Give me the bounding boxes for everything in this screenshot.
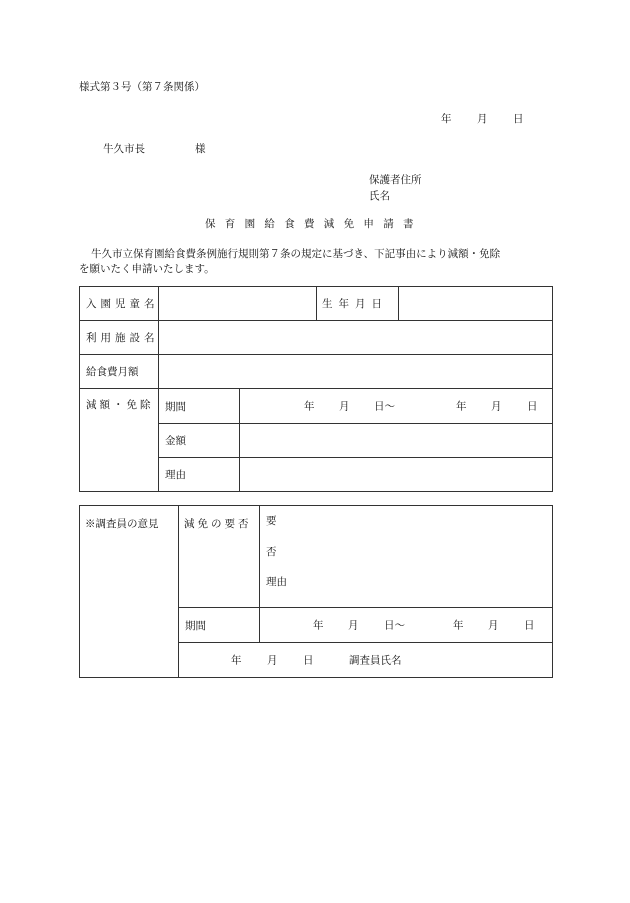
investigator-table xyxy=(79,505,553,678)
document-title: 保育園給食費減免申請書 xyxy=(205,218,423,230)
child-name-field[interactable] xyxy=(159,287,317,321)
date-day: 日 xyxy=(513,113,524,125)
necessity-options xyxy=(260,506,553,608)
monthly-fee-field[interactable] xyxy=(159,355,553,389)
signature-row[interactable]: 年 月 日 調査員氏名 xyxy=(179,643,553,678)
period-label: 期間 xyxy=(159,389,240,424)
period-field[interactable]: 年 月 日～ 年 月 日 xyxy=(240,389,553,424)
body-text-line2: を願いたく申請いたします。 xyxy=(79,263,215,275)
option-reason[interactable]: 理由 xyxy=(266,576,287,588)
table-row xyxy=(80,287,553,321)
birth-date-label: 生年月日 xyxy=(317,287,399,321)
reduction-label: 減額・免除 xyxy=(80,389,159,492)
amount-label: 金額 xyxy=(159,424,240,458)
period-field-2[interactable]: 年 月 日～ 年 月 日 xyxy=(260,608,553,643)
reason-field[interactable] xyxy=(240,458,553,492)
option-required[interactable]: 要 xyxy=(266,515,277,527)
table-row xyxy=(80,389,553,424)
date-year: 年 xyxy=(441,113,452,125)
facility-field[interactable] xyxy=(159,321,553,355)
addressee-honorific: 様 xyxy=(195,143,206,155)
monthly-fee-label: 給食費月額 xyxy=(80,355,159,389)
applicant-name-label: 氏名 xyxy=(369,190,390,202)
amount-field[interactable] xyxy=(240,424,553,458)
table-row xyxy=(80,355,553,389)
facility-label: 利用施設名 xyxy=(80,321,159,355)
child-name-label: 入園児童名 xyxy=(80,287,159,321)
application-table xyxy=(79,286,553,492)
reason-label: 理由 xyxy=(159,458,240,492)
applicant-address-label: 保護者住所 xyxy=(369,174,422,186)
table-row xyxy=(80,506,553,608)
date-month: 月 xyxy=(477,113,488,125)
table-row xyxy=(80,321,553,355)
necessity-label: 減免の要否 xyxy=(179,506,260,608)
form-number: 様式第３号（第７条関係） xyxy=(79,81,205,93)
period-label-2: 期間 xyxy=(179,608,260,643)
body-text-line1: 牛久市立保育園給食費条例施行規則第７条の規定に基づき、下記事由により減額・免除 xyxy=(91,248,501,260)
option-not-required[interactable]: 否 xyxy=(266,545,277,558)
addressee-name: 牛久市長 xyxy=(103,143,145,155)
birth-date-field[interactable] xyxy=(399,287,553,321)
opinion-label: ※調査員の意見 xyxy=(80,506,179,678)
